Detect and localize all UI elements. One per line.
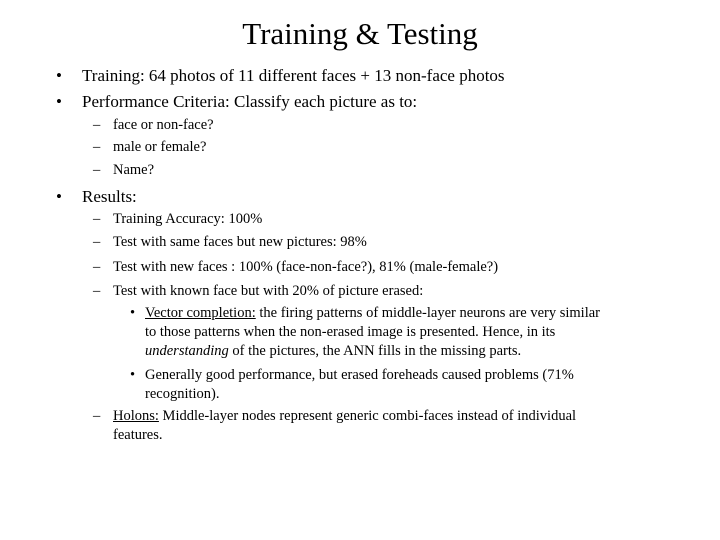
criteria-item: male or female? bbox=[113, 139, 207, 155]
dash-marker: – bbox=[93, 259, 101, 275]
results-item: Test with known face but with 20% of picture erased: bbox=[113, 283, 424, 299]
results-item: Training Accuracy: 100% bbox=[113, 211, 263, 227]
holons-term: Holons: bbox=[113, 408, 159, 424]
criteria-item: Name? bbox=[113, 162, 155, 178]
holons-line: features. bbox=[113, 427, 163, 443]
slide-title: Training & Testing bbox=[242, 16, 478, 51]
bullet-criteria: Performance Criteria: Classify each picture as to: bbox=[82, 92, 418, 111]
performance-line: Generally good performance, but erased foreheads caused problems (71% bbox=[145, 367, 574, 383]
vector-completion-term: Vector completion: bbox=[145, 305, 256, 321]
vector-completion-text: of the pictures, the ANN fills in the missing parts. bbox=[228, 343, 522, 359]
criteria-item: face or non-face? bbox=[113, 117, 214, 133]
dash-marker: – bbox=[93, 117, 101, 133]
bullet-marker: • bbox=[130, 305, 136, 321]
understanding-word: understanding bbox=[145, 343, 229, 359]
dash-marker: – bbox=[93, 283, 101, 299]
vector-completion-text: the firing patterns of middle-layer neurons are very similar bbox=[255, 305, 600, 321]
bullet-marker: • bbox=[56, 66, 62, 85]
bullet-results: Results: bbox=[82, 187, 137, 206]
vector-completion-line: to those patterns when the non-erased image is presented. Hence, in its bbox=[145, 324, 556, 340]
vector-completion-line bbox=[145, 303, 600, 323]
dash-marker: – bbox=[93, 234, 101, 250]
dash-marker: – bbox=[93, 162, 101, 178]
dash-marker: – bbox=[93, 211, 101, 227]
bullet-marker: • bbox=[130, 367, 136, 383]
results-item: Test with new faces : 100% (face-non-face?), 81% (male-female?) bbox=[113, 259, 499, 275]
bullet-marker: • bbox=[56, 187, 62, 206]
bullet-training: Training: 64 photos of 11 different faces + 13 non-face photos bbox=[82, 66, 505, 85]
performance-line: recognition). bbox=[145, 386, 220, 402]
vector-completion-line bbox=[145, 341, 521, 361]
holons-text: Middle-layer nodes represent generic combi-faces instead of individual bbox=[158, 408, 577, 424]
holons-line bbox=[113, 406, 576, 426]
dash-marker: – bbox=[93, 139, 101, 155]
results-item: Test with same faces but new pictures: 98% bbox=[113, 234, 367, 250]
bullet-marker: • bbox=[56, 92, 62, 111]
dash-marker: – bbox=[93, 408, 101, 424]
